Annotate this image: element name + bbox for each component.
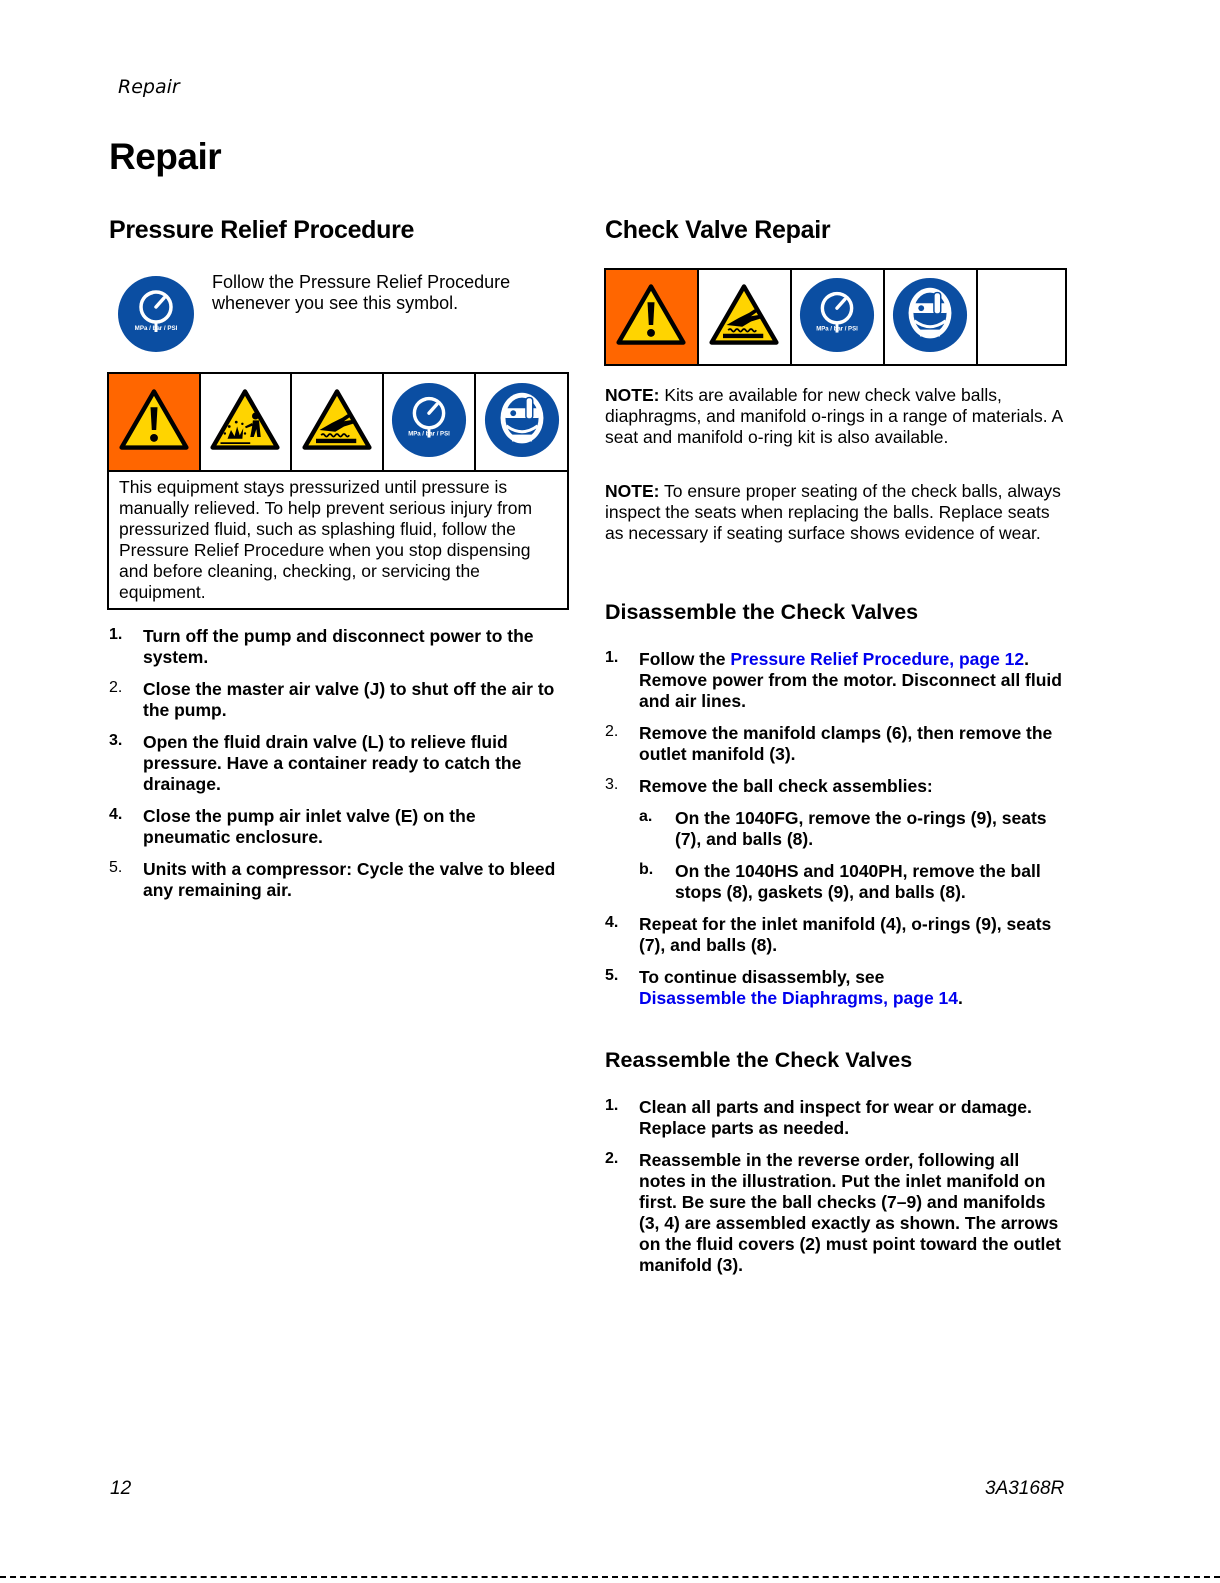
step-number: 1. (605, 1097, 619, 1114)
hot-surface-icon (291, 373, 383, 471)
step-text (639, 649, 1062, 711)
section-title-pressure-relief: Pressure Relief Procedure (109, 216, 415, 244)
step-number: 5. (109, 859, 123, 876)
list-item (109, 679, 561, 721)
hot-surface-icon (698, 269, 791, 365)
page-title: Repair (109, 136, 222, 177)
step-number: 1. (605, 649, 619, 666)
exclamation-warning-icon (108, 373, 200, 471)
step-text: Reassemble in the reverse order, following all notes in the illustration. Put the inlet manifold on first. Be sure the ball checks (7–9) and manifolds (3, 4) are assembled exactly as shown. The arrows on the fluid covers (2) must point toward the outlet manifold (3). (639, 1150, 1061, 1275)
list-item (639, 861, 1065, 903)
list-item (605, 723, 1065, 765)
pressure-warning-text: This equipment stays pressurized until pressure is manually relieved. To help prevent serious injury from pressurized fluid, such as splashing fluid, follow the Pressure Relief Procedure when you stop dispensing and before cleaning, checking, or servicing the equipment. (119, 477, 533, 602)
step-number: 2. (109, 679, 123, 696)
note-seating (605, 481, 1067, 544)
step-text-post: . (958, 988, 963, 1008)
step-number: 5. (605, 967, 619, 984)
list-item (605, 649, 1065, 712)
step-text: Close the pump air inlet valve (E) on the pneumatic enclosure. (143, 806, 476, 847)
page-bottom-divider (0, 1576, 1220, 1578)
pressure-relief-link[interactable]: Pressure Relief Procedure, page 12 (730, 649, 1025, 669)
warning-text-cell (108, 471, 568, 609)
warning-symbol-row (107, 372, 569, 610)
protective-equipment-icon (475, 373, 568, 471)
list-item (639, 808, 1065, 850)
note-kits (605, 385, 1067, 448)
step-number: 4. (605, 914, 619, 931)
list-item (605, 1097, 1067, 1139)
list-item (109, 806, 561, 848)
pressure-warning-box (107, 372, 569, 610)
step-number: 3. (605, 776, 619, 793)
exclamation-warning-icon (605, 269, 698, 365)
step-text: Repeat for the inlet manifold (4), o-rings (9), seats (7), and balls (8). (639, 914, 1052, 955)
list-item (109, 732, 561, 795)
step-number: 4. (109, 806, 123, 823)
step-text-post: . Remove power from the motor. Disconnect all fluid and air lines. (639, 649, 1062, 711)
splashing-fluid-icon (200, 373, 292, 471)
substep-letter: b. (639, 861, 654, 878)
note-label: NOTE: (605, 481, 660, 501)
list-item (109, 859, 561, 901)
subsection-title-disassemble: Disassemble the Check Valves (605, 600, 919, 624)
list-item (605, 967, 1065, 1009)
substep-text: On the 1040HS and 1040PH, remove the ball stops (8), gaskets (9), and balls (8). (675, 861, 1041, 902)
step-text: Units with a compressor: Cycle the valve to bleed any remaining air. (143, 859, 556, 900)
step-text (639, 967, 963, 1008)
subsection-title-reassemble: Reassemble the Check Valves (605, 1048, 913, 1072)
step-text: Remove the ball check assemblies: (639, 776, 933, 796)
step-number: 2. (605, 723, 619, 740)
ball-check-substeps (639, 808, 1065, 903)
page-number: 12 (110, 1478, 132, 1499)
protective-equipment-icon (884, 269, 977, 365)
step-text: Clean all parts and inspect for wear or damage. Replace parts as needed. (639, 1097, 1032, 1138)
substep-text: On the 1040FG, remove the o-rings (9), seats (7), and balls (8). (675, 808, 1047, 849)
note-text: Kits are available for new check valve balls, diaphragms, and manifold o-rings in a range of materials. A seat and manifold o-ring kit is also available. (605, 385, 1063, 447)
pressure-gauge-icon (383, 373, 476, 471)
empty-symbol-cell (977, 269, 1066, 365)
reassemble-steps (605, 1097, 1067, 1287)
step-number: 2. (605, 1150, 619, 1167)
note-text: To ensure proper seating of the check balls, always inspect the seats when replacing the balls. Replace seats as necessary if seating surface shows evidence of wear. (605, 481, 1061, 543)
document-number: 3A3168R (985, 1478, 1065, 1499)
list-item (605, 1150, 1067, 1276)
step-text: Remove the manifold clamps (6), then remove the outlet manifold (3). (639, 723, 1053, 764)
step-text: Open the fluid drain valve (L) to relieve fluid pressure. Have a container ready to catch the drainage. (143, 732, 522, 794)
step-number: 3. (109, 732, 123, 749)
pressure-relief-intro: Follow the Pressure Relief Procedure whenever you see this symbol. (212, 272, 511, 313)
step-text-pre: Follow the (639, 649, 731, 669)
note-label: NOTE: (605, 385, 660, 405)
running-header: Repair (118, 76, 180, 98)
disassemble-steps (605, 649, 1065, 1020)
disassemble-diaphragms-link[interactable]: Disassemble the Diaphragms, page 14 (639, 988, 959, 1008)
list-item (605, 914, 1065, 956)
pressure-gauge-icon (791, 269, 884, 365)
section-title-check-valve-repair: Check Valve Repair (605, 216, 831, 244)
substep-letter: a. (639, 808, 653, 825)
pressure-relief-icon (116, 274, 196, 354)
pressure-relief-steps (109, 626, 561, 912)
step-text: Close the master air valve (J) to shut off the air to the pump. (143, 679, 555, 720)
step-number: 1. (109, 626, 123, 643)
step-text: Turn off the pump and disconnect power to the system. (143, 626, 534, 667)
check-valve-symbol-row (604, 268, 1067, 366)
list-item (605, 776, 1065, 903)
step-text-pre: To continue disassembly, see (639, 967, 885, 987)
list-item (109, 626, 561, 668)
